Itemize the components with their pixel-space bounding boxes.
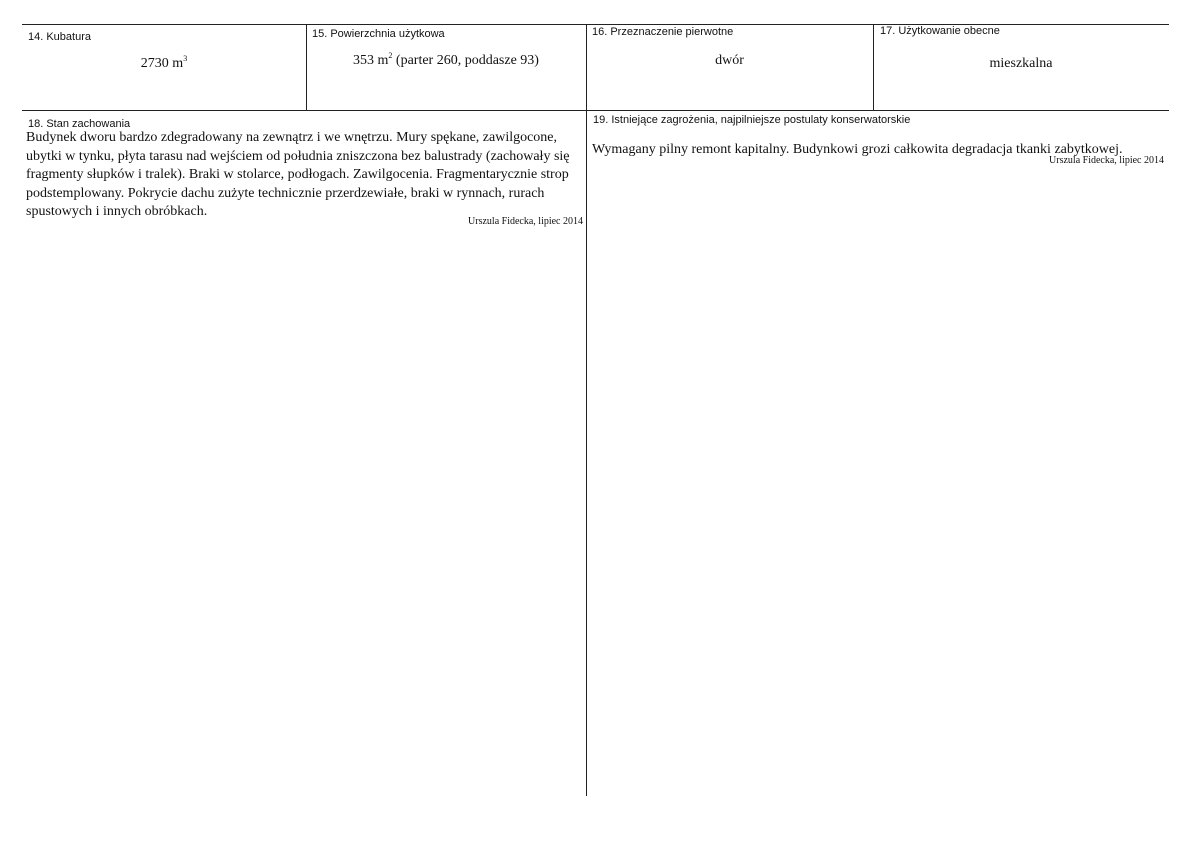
divider-15-16 bbox=[586, 24, 587, 796]
field-14-number: 2730 m bbox=[140, 56, 184, 71]
field-14-value bbox=[22, 56, 306, 72]
field-15-area: 353 m bbox=[353, 53, 389, 68]
field-15-breakdown: (parter 260, poddasze 93) bbox=[392, 53, 539, 68]
field-15-unit-exponent: 2 bbox=[388, 51, 393, 60]
field-17-value: mieszkalna bbox=[989, 56, 1053, 71]
field-16-value: dwór bbox=[715, 53, 744, 68]
field-19-text: Wymagany pilny remont kapitalny. Budynkowi grozi całkowita degradacja tkanki zabytkowej. bbox=[592, 142, 1123, 157]
field-16-label: 16. Przeznaczenie pierwotne bbox=[592, 26, 734, 38]
field-15-label: 15. Powierzchnia użytkowa bbox=[312, 28, 445, 40]
field-18-signature: Urszula Fidecka, lipiec 2014 bbox=[468, 216, 583, 227]
field-19-label: 19. Istniejące zagrożenia, najpilniejsze postulaty konserwatorskie bbox=[593, 114, 911, 126]
field-19-signature: Urszula Fidecka, lipiec 2014 bbox=[1049, 155, 1164, 166]
field-18-label: 18. Stan zachowania bbox=[28, 118, 131, 130]
field-18-text: Budynek dworu bardzo zdegradowany na zewnątrz i we wnętrzu. Mury spękane, zawilgocone, ubytki w tynku, płyta tarasu nad wejściem od południa zniszczona bez balustrady (zachowały się fragmenty słupków i tralek). Braki w stolarce, podłogach. Zawilgocenia. Fragmentarycznie strop podstemplowany. Pokrycie dachu zużyte technicznie przerdzewiałe, braki w rynnach, rurach spustowych i innych obróbkach. bbox=[26, 130, 570, 219]
field-14-label: 14. Kubatura bbox=[28, 31, 91, 43]
row-divider bbox=[22, 110, 1169, 111]
field-15-value bbox=[306, 53, 586, 69]
field-14-unit-exponent: 3 bbox=[183, 54, 188, 63]
field-17-label: 17. Użytkowanie obecne bbox=[880, 25, 1000, 37]
